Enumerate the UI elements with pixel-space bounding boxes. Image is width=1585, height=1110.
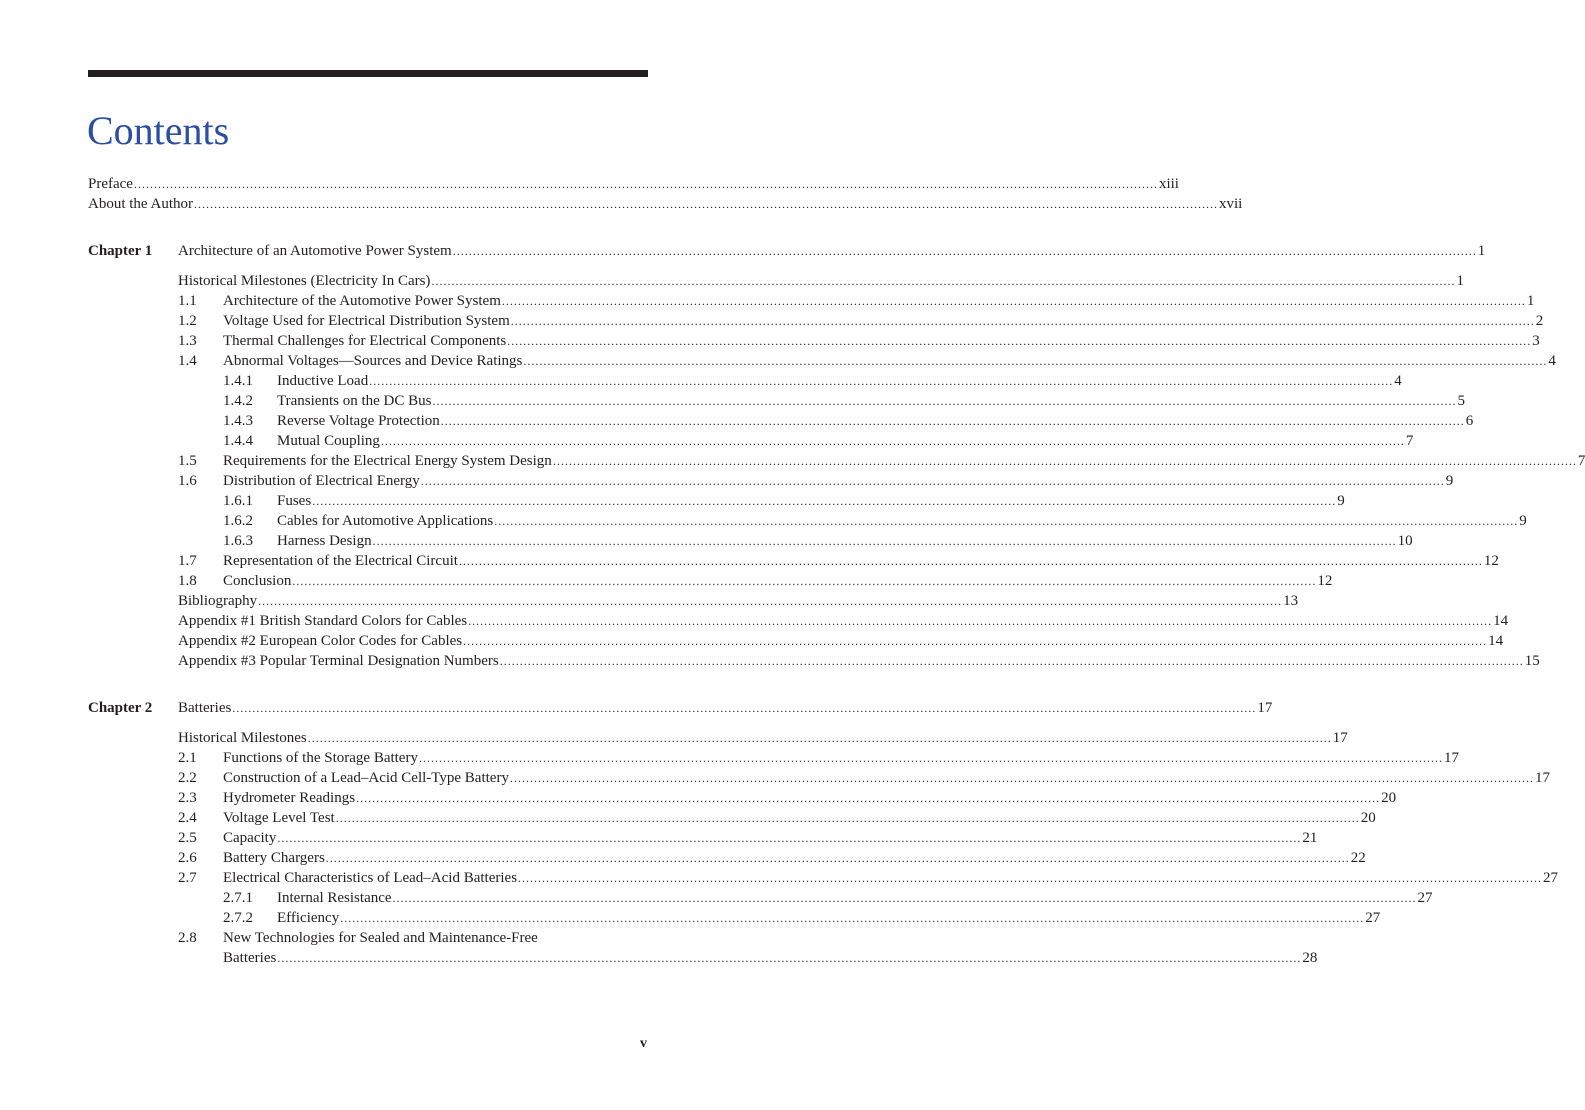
toc-entry[interactable] xyxy=(88,511,1527,531)
toc-entry[interactable] xyxy=(88,908,1381,928)
toc-entry-title: Cables for Automotive Applications xyxy=(277,513,494,529)
toc-entry[interactable] xyxy=(88,551,1499,571)
section-number: 1.6.1 xyxy=(223,493,253,509)
dot-leader xyxy=(258,591,1282,611)
toc-entry-title: Efficiency xyxy=(277,910,340,926)
table-of-contents xyxy=(88,174,1585,968)
section-number: 2.7.1 xyxy=(223,890,253,906)
page-number: v xyxy=(640,1036,647,1051)
toc-entry[interactable] xyxy=(88,411,1474,431)
toc-entry[interactable] xyxy=(88,491,1345,511)
section-number: 2.1 xyxy=(178,750,197,766)
toc-entry-page: 27 xyxy=(1543,870,1559,886)
toc-entry-title: Abnormal Voltages—Sources and Device Ratings xyxy=(223,353,523,369)
dot-leader xyxy=(277,948,1301,968)
toc-entry-title: Voltage Used for Electrical Distribution System xyxy=(223,313,510,329)
section-number: 2.2 xyxy=(178,770,197,786)
toc-entry-title: Internal Resistance xyxy=(277,890,392,906)
toc-entry[interactable] xyxy=(88,768,1550,788)
toc-entry-title: Preface xyxy=(88,176,133,192)
section-number: 2.7 xyxy=(178,870,197,886)
section-number: 1.1 xyxy=(178,293,197,309)
toc-entry[interactable] xyxy=(88,788,1397,808)
toc-entry-page: 3 xyxy=(1532,333,1540,349)
dot-leader xyxy=(494,511,1518,531)
dot-leader xyxy=(369,371,1393,391)
toc-entry[interactable] xyxy=(88,471,1454,491)
toc-entry[interactable] xyxy=(88,531,1413,551)
toc-entry-title: About the Author xyxy=(88,196,193,212)
toc-entry[interactable] xyxy=(88,451,1585,471)
toc-entry[interactable] xyxy=(88,611,1509,631)
section-number: 1.6.2 xyxy=(223,513,253,529)
dot-leader xyxy=(459,551,1483,571)
toc-entry-page: 9 xyxy=(1519,513,1527,529)
toc-entry-page: 5 xyxy=(1457,393,1465,409)
toc-entry[interactable] xyxy=(88,888,1433,908)
section-number: 1.7 xyxy=(178,553,197,569)
toc-entry[interactable] xyxy=(88,868,1559,888)
section-number: 2.6 xyxy=(178,850,197,866)
section-number: 2.4 xyxy=(178,810,197,826)
toc-entry-title: Fuses xyxy=(277,493,312,509)
toc-entry-page: 28 xyxy=(1302,950,1318,966)
dot-leader xyxy=(194,194,1218,214)
toc-entry-page: 17 xyxy=(1443,750,1459,766)
toc-entry-title: New Technologies for Sealed and Maintenance-Free xyxy=(223,930,538,946)
toc-entry-title: Harness Design xyxy=(277,533,372,549)
toc-entry-page: 12 xyxy=(1317,573,1333,589)
toc-entry-page: 20 xyxy=(1360,810,1376,826)
toc-entry-title: Reverse Voltage Protection xyxy=(277,413,440,429)
toc-entry-title: Functions of the Storage Battery xyxy=(223,750,418,766)
toc-entry-title: Representation of the Electrical Circuit xyxy=(223,553,458,569)
dot-leader xyxy=(373,531,1397,551)
toc-entry[interactable] xyxy=(88,848,1366,868)
dot-leader xyxy=(518,868,1542,888)
toc-entry-title: Inductive Load xyxy=(277,373,369,389)
toc-entry-page: 9 xyxy=(1445,473,1454,489)
dot-leader xyxy=(553,451,1577,471)
section-number: 1.4.2 xyxy=(223,393,253,409)
toc-entry-page: 1 xyxy=(1526,293,1535,309)
toc-entry-title: Historical Milestones (Electricity In Cars) xyxy=(178,273,431,289)
toc-entry-page: 7 xyxy=(1405,433,1414,449)
dot-leader xyxy=(463,631,1487,651)
chapter-heading[interactable] xyxy=(88,241,1486,261)
toc-entry-title: Capacity xyxy=(223,830,277,846)
toc-entry[interactable] xyxy=(88,174,1179,194)
toc-entry-page: 14 xyxy=(1493,613,1509,629)
toc-entry-title: Conclusion xyxy=(223,573,292,589)
toc-entry-title: Architecture of the Automotive Power System xyxy=(223,293,501,309)
toc-entry[interactable] xyxy=(88,271,1464,291)
chapter-page: 1 xyxy=(1477,243,1486,259)
section-number: 2.7.2 xyxy=(223,910,253,926)
section-number: 2.8 xyxy=(178,930,197,946)
toc-entry-title: Appendix #2 European Color Codes for Cables xyxy=(178,633,463,649)
dot-leader xyxy=(277,828,1301,848)
section-number: 1.4.3 xyxy=(223,413,253,429)
dot-leader xyxy=(507,331,1531,351)
toc-entry-title: Electrical Characteristics of Lead–Acid Batteries xyxy=(223,870,518,886)
toc-entry-title: Requirements for the Electrical Energy System Design xyxy=(223,453,552,469)
toc-entry-page: 13 xyxy=(1283,593,1299,609)
page-title: Contents xyxy=(87,108,230,153)
top-rule xyxy=(88,70,648,77)
toc-entry-page: 17 xyxy=(1534,770,1550,786)
section-number: 2.3 xyxy=(178,790,197,806)
dot-leader xyxy=(468,611,1492,631)
chapter-title: Architecture of an Automotive Power System xyxy=(178,243,452,259)
toc-entry-page: 9 xyxy=(1337,493,1345,509)
toc-entry[interactable] xyxy=(88,928,648,948)
section-number: 1.6 xyxy=(178,473,197,489)
toc-entry-title: Distribution of Electrical Energy xyxy=(223,473,420,489)
chapter-label: Chapter 1 xyxy=(88,243,153,259)
toc-entry-page: 4 xyxy=(1394,373,1402,389)
section-number: 1.4.1 xyxy=(223,373,253,389)
toc-entry-title: Thermal Challenges for Electrical Components xyxy=(223,333,507,349)
section-number: 2.5 xyxy=(178,830,197,846)
toc-entry[interactable] xyxy=(88,571,1333,591)
dot-leader xyxy=(421,471,1445,491)
toc-entry-title: Hydrometer Readings xyxy=(223,790,356,806)
dot-leader xyxy=(312,491,1336,511)
toc-entry-title: Appendix #1 British Standard Colors for Cables xyxy=(178,613,468,629)
dot-leader xyxy=(510,768,1534,788)
chapter-page: 17 xyxy=(1257,700,1273,716)
dot-leader xyxy=(356,788,1380,808)
toc-entry[interactable] xyxy=(88,391,1465,411)
toc-entry[interactable] xyxy=(88,331,1540,351)
toc-entry[interactable] xyxy=(88,631,1504,651)
toc-entry-page: 4 xyxy=(1548,353,1556,369)
dot-leader xyxy=(232,698,1256,718)
toc-entry-page: 17 xyxy=(1332,730,1348,746)
toc-entry[interactable] xyxy=(88,431,1414,451)
toc-entry-page: 7 xyxy=(1577,453,1585,469)
toc-entry[interactable] xyxy=(88,728,1348,748)
toc-entry-title: Voltage Level Test xyxy=(223,810,335,826)
toc-entry[interactable] xyxy=(88,371,1402,391)
toc-entry[interactable] xyxy=(88,748,1459,768)
toc-entry-page: 1 xyxy=(1456,273,1464,289)
toc-entry-page: 14 xyxy=(1488,633,1504,649)
dot-leader xyxy=(453,241,1477,261)
toc-entry-title: Batteries xyxy=(223,950,277,966)
dot-leader xyxy=(432,391,1456,411)
dot-leader xyxy=(511,311,1535,331)
toc-entry-title: Appendix #3 Popular Terminal Designation Numbers xyxy=(178,653,499,669)
toc-entry-title: Construction of a Lead–Acid Cell-Type Battery xyxy=(223,770,509,786)
dot-leader xyxy=(134,174,1158,194)
section-number: 1.3 xyxy=(178,333,197,349)
section-number: 1.4 xyxy=(178,353,197,369)
dot-leader xyxy=(292,571,1316,591)
dot-leader xyxy=(523,351,1547,371)
toc-entry[interactable] xyxy=(88,591,1299,611)
toc-entry-page: 27 xyxy=(1365,910,1381,926)
toc-entry[interactable] xyxy=(88,351,1556,371)
toc-entry-title: Historical Milestones xyxy=(178,730,307,746)
toc-entry-page: 27 xyxy=(1417,890,1433,906)
toc-entry-title: Transients on the DC Bus xyxy=(277,393,432,409)
toc-entry-page: 20 xyxy=(1381,790,1397,806)
toc-entry-page: 21 xyxy=(1302,830,1318,846)
section-number: 1.5 xyxy=(178,453,197,469)
dot-leader xyxy=(441,411,1465,431)
toc-entry-page: 22 xyxy=(1350,850,1366,866)
toc-entry[interactable] xyxy=(88,291,1535,311)
section-number: 1.8 xyxy=(178,573,197,589)
toc-entry-page: 15 xyxy=(1524,653,1540,669)
toc-entry[interactable] xyxy=(88,194,1243,214)
toc-entry-page: xvii xyxy=(1219,196,1243,212)
toc-entry-page: 10 xyxy=(1397,533,1413,549)
toc-entry-page: xiii xyxy=(1158,176,1179,192)
dot-leader xyxy=(336,808,1360,828)
toc-entry[interactable] xyxy=(88,948,1318,968)
toc-entry[interactable] xyxy=(88,311,1544,331)
dot-leader xyxy=(340,908,1364,928)
dot-leader xyxy=(326,848,1350,868)
dot-leader xyxy=(381,431,1405,451)
chapter-title: Batteries xyxy=(178,700,232,716)
dot-leader xyxy=(431,271,1455,291)
dot-leader xyxy=(419,748,1443,768)
chapter-label: Chapter 2 xyxy=(88,700,153,716)
toc-entry[interactable] xyxy=(88,828,1318,848)
section-number: 1.4.4 xyxy=(223,433,253,449)
toc-entry-title: Mutual Coupling xyxy=(277,433,380,449)
toc-entry-title: Bibliography xyxy=(178,593,258,609)
section-number: 1.2 xyxy=(178,313,197,329)
toc-entry[interactable] xyxy=(88,808,1376,828)
toc-entry-page: 2 xyxy=(1535,313,1544,329)
dot-leader xyxy=(502,291,1526,311)
toc-entry-title: Battery Chargers xyxy=(223,850,325,866)
chapter-heading[interactable] xyxy=(88,698,1273,718)
dot-leader xyxy=(308,728,1332,748)
dot-leader xyxy=(393,888,1417,908)
section-number: 1.6.3 xyxy=(223,533,253,549)
toc-entry-page: 6 xyxy=(1465,413,1474,429)
toc-entry[interactable] xyxy=(88,651,1540,671)
dot-leader xyxy=(500,651,1524,671)
toc-entry-page: 12 xyxy=(1483,553,1499,569)
